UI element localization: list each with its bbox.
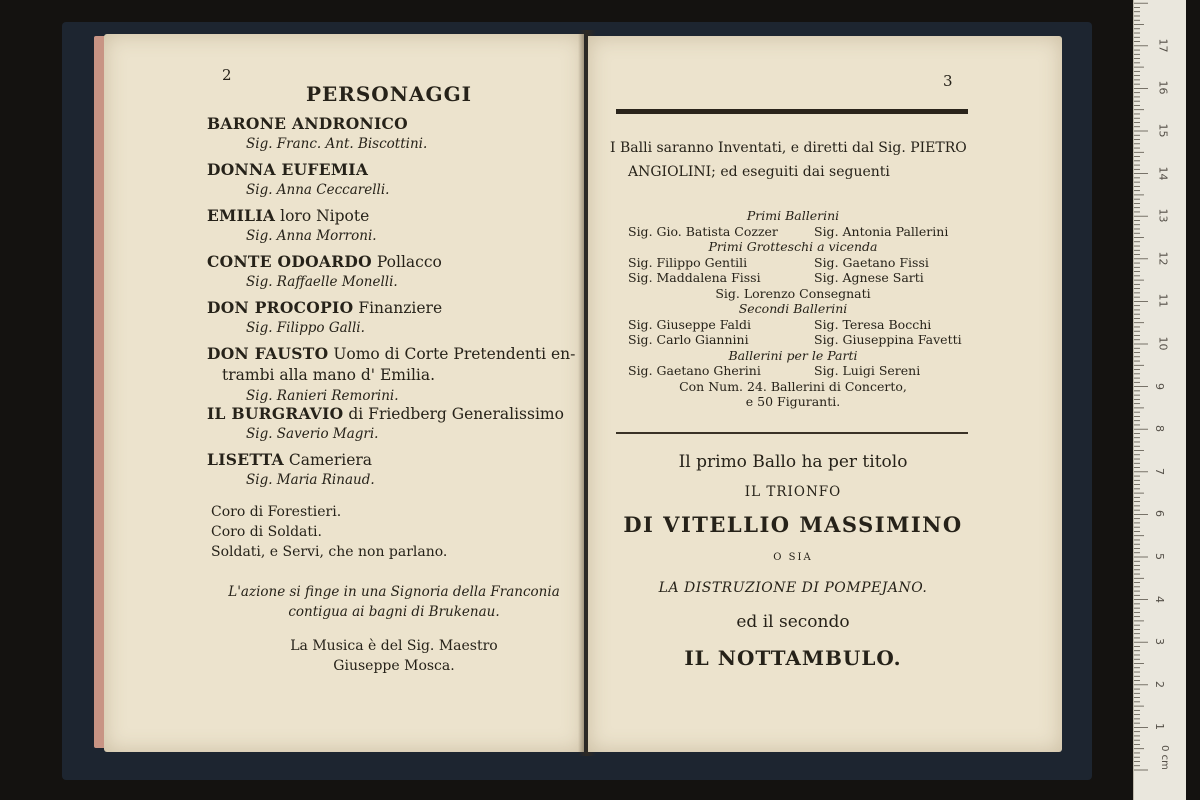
chorus-line: Coro di Forestieri.	[211, 504, 342, 520]
dancer-name: Sig. Giuseppe Faldi	[628, 316, 752, 332]
ruler-number: 6	[1153, 510, 1166, 518]
divider-rule	[616, 432, 968, 434]
dancer-name: Sig. Maddalena Fissi	[628, 270, 761, 285]
character-entry	[207, 404, 564, 423]
ruler-number: 13	[1156, 208, 1170, 223]
character-description: Uomo di Corte Pretendenti en-	[328, 345, 576, 363]
second-ballo-title: IL NOTTAMBULO.	[684, 646, 902, 670]
left-page	[104, 34, 584, 752]
dancer-name: Sig. Antonia Pallerini	[814, 223, 949, 239]
dancer-name: Sig. Carlo Giannini	[628, 332, 749, 347]
ruler-number: 12	[1156, 251, 1170, 266]
chorus-line: Coro di Soldati.	[211, 524, 322, 540]
character-description: trambi alla mano d' Emilia.	[222, 366, 436, 384]
ruler-number: 5	[1153, 553, 1166, 560]
ruler-number: 8	[1153, 425, 1166, 433]
dancer-section-title: Primi Grotteschi a vicenda	[708, 239, 878, 254]
music-credit: Giuseppe Mosca.	[333, 658, 455, 674]
character-name: DONNA EUFEMIA	[207, 160, 369, 179]
singer-name: Sig. Raffaelle Monelli.	[246, 274, 398, 290]
dancer-section-title: Primi Ballerini	[746, 208, 840, 223]
ballo-title-intro: Il primo Ballo ha per titolo	[678, 452, 908, 472]
setting-line: L'azione si finge in una Signoria della Franconia	[228, 584, 560, 600]
measuring-ruler	[1133, 0, 1186, 800]
character-name: EMILIA	[207, 206, 276, 225]
dancer-closing: e 50 Figuranti.	[745, 394, 841, 409]
dancer-closing: Con Num. 24. Ballerini di Concerto,	[679, 378, 907, 394]
setting-line: contigua ai bagni di Brukenau.	[288, 604, 500, 620]
ruler-number: 4	[1153, 595, 1166, 603]
personaggi-heading: PERSONAGGI	[305, 82, 473, 106]
character-description: Finanziere	[353, 299, 443, 317]
singer-name: Sig. Filippo Galli.	[246, 320, 365, 336]
ruler-number: 2	[1153, 680, 1166, 688]
dancer-name: Sig. Gaetano Gherini	[628, 363, 761, 378]
character-description: Pollacco	[371, 253, 442, 271]
ruler-number: 1	[1153, 723, 1166, 731]
ballo-main-title: DI VITELLIO MASSIMINO	[623, 512, 963, 537]
ruler-ticks	[1134, 0, 1186, 800]
singer-name: Sig. Saverio Magri.	[246, 426, 379, 442]
chorus-line: Soldati, e Servi, che non parlano.	[211, 544, 448, 560]
dancer-name: Sig. Gio. Batista Cozzer	[628, 223, 778, 239]
ruler-number: 15	[1156, 123, 1170, 138]
ruler-unit-label: 0 cm	[1158, 745, 1170, 770]
ballo-o-sia: O SIA	[773, 552, 813, 563]
character-name: IL BURGRAVIO	[207, 404, 344, 423]
character-entry	[207, 344, 575, 363]
right-page	[588, 36, 1062, 752]
ruler-number: 14	[1156, 166, 1170, 181]
character-entry	[207, 298, 442, 317]
character-entry	[207, 114, 408, 133]
singer-name: Sig. Anna Morroni.	[246, 228, 377, 244]
ruler-number: 9	[1153, 382, 1166, 390]
dancer-name: Sig. Lorenzo Consegnati	[715, 285, 871, 301]
ruler-number: 7	[1153, 467, 1166, 475]
character-entry	[207, 252, 442, 271]
dancer-name: Sig. Gaetano Fissi	[814, 254, 929, 270]
ruler-number: 10	[1156, 336, 1170, 351]
character-name: DON PROCOPIO	[207, 298, 354, 317]
second-ballo-intro: ed il secondo	[736, 612, 850, 632]
ballo-title-line: IL TRIONFO	[744, 484, 842, 500]
dancer-name: Sig. Luigi Sereni	[814, 363, 921, 378]
ruler-number: 16	[1156, 80, 1170, 95]
ruler-number: 3	[1153, 638, 1166, 646]
page-number: 3	[943, 72, 953, 90]
ballet-intro: I Balli saranno Inventati, e diretti dal Sig. PIETRO	[610, 140, 967, 156]
dancer-name: Sig. Teresa Bocchi	[814, 316, 932, 332]
ballo-subtitle: LA DISTRUZIONE DI POMPEJANO.	[658, 580, 928, 596]
ornament-rule	[616, 109, 968, 114]
character-description: di Friedberg Generalissimo	[343, 405, 564, 423]
page-number: 2	[222, 66, 232, 84]
dancer-name: Sig. Agnese Sarti	[814, 270, 924, 285]
ruler-number: 11	[1156, 293, 1170, 308]
dancer-name: Sig. Giuseppina Favetti	[814, 332, 962, 347]
singer-name: Sig. Franc. Ant. Biscottini.	[246, 136, 428, 152]
character-name: BARONE ANDRONICO	[207, 114, 408, 133]
dancer-name: Sig. Filippo Gentili	[628, 254, 748, 270]
character-description: loro Nipote	[275, 207, 370, 225]
music-credit: La Musica è del Sig. Maestro	[290, 638, 498, 654]
character-entry	[207, 160, 368, 179]
ballet-intro: ANGIOLINI; ed eseguiti dai seguenti	[628, 164, 890, 180]
singer-name: Sig. Anna Ceccarelli.	[246, 182, 390, 198]
dancer-section-title: Secondi Ballerini	[738, 301, 848, 316]
character-name: LISETTA	[207, 450, 284, 469]
singer-name: Sig. Maria Rinaud.	[246, 472, 375, 488]
character-name: DON FAUSTO	[207, 344, 329, 363]
character-name: CONTE ODOARDO	[207, 252, 372, 271]
ruler-number: 17	[1156, 38, 1170, 53]
dancer-section-title: Ballerini per le Parti	[728, 347, 858, 363]
character-description: Cameriera	[283, 451, 373, 469]
character-entry	[207, 450, 372, 469]
singer-name: Sig. Ranieri Remorini.	[246, 388, 399, 404]
character-entry	[207, 206, 369, 225]
